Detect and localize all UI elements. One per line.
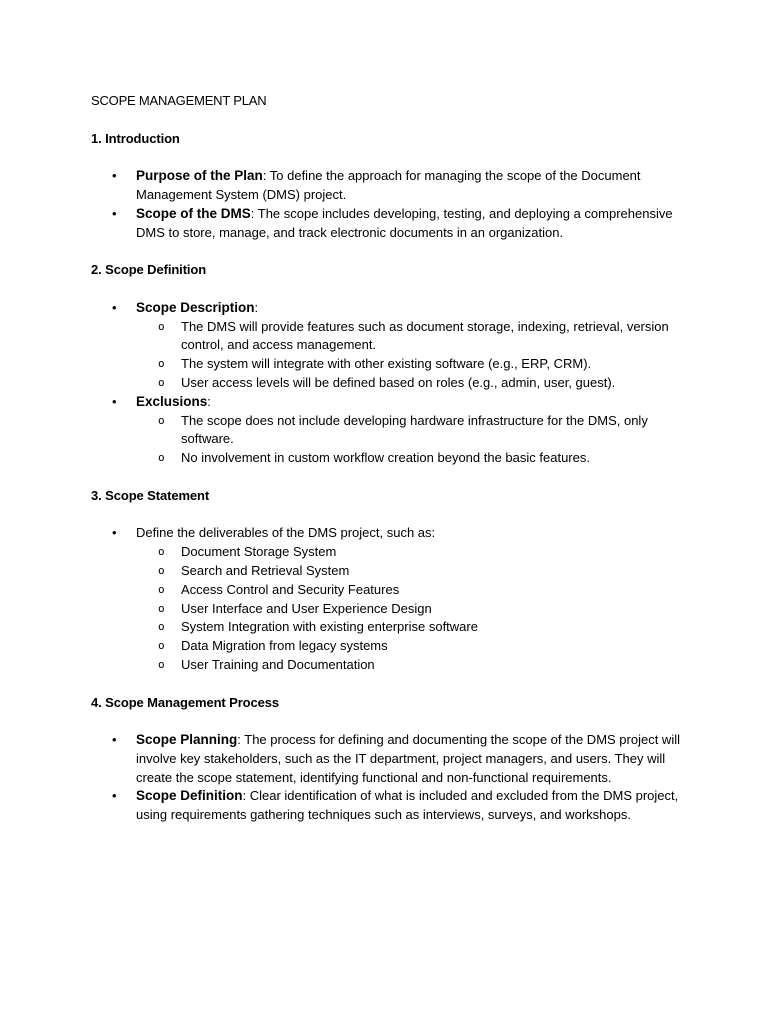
bullet-text: : The scope includes developing, testing, and deploying a comprehensive DMS to store, manage, and track electronic documents in an organization. (136, 205, 673, 240)
bullet-term: Scope Description (136, 299, 255, 315)
bullet-term: Purpose of the Plan (136, 168, 263, 184)
list-item (91, 393, 681, 468)
sub-list (136, 543, 681, 675)
sub-list-item: o Access Control and Security Features (136, 581, 681, 600)
document-title: SCOPE MANAGEMENT PLAN (91, 93, 267, 108)
bullet-term: Scope Planning (136, 732, 238, 748)
sub-list-item: o The scope does not include developing hardware infrastructure for the DMS, only software. (136, 412, 681, 450)
introduction-list (91, 167, 681, 242)
bullet-text: : (207, 393, 211, 409)
bullet-text: Define the deliverables of the DMS project, such as: (136, 525, 436, 541)
list-item (91, 205, 681, 243)
scope-definition-list (91, 299, 681, 468)
sub-list-item: o User Interface and User Experience Design (136, 600, 681, 619)
scope-statement-list (91, 524, 681, 674)
list-item (91, 787, 681, 825)
bullet-term: Scope Definition (136, 788, 243, 804)
bullet-term: Exclusions (136, 393, 208, 409)
document-page (91, 92, 681, 844)
section-heading-scope-management-process: 4. Scope Management Process (91, 694, 280, 710)
list-item (91, 731, 681, 787)
scope-management-process-list (91, 731, 681, 825)
sub-list-item: o Data Migration from legacy systems (136, 637, 681, 656)
section-heading-introduction: 1. Introduction (91, 130, 180, 146)
bullet-text: : Clear identification of what is included and excluded from the DMS project, using requirements gathering techniques such as interviews, surveys, and workshops. (136, 788, 679, 823)
sub-list-item: o The DMS will provide features such as document storage, indexing, retrieval, version control, and access management. (136, 318, 681, 356)
sub-list-item: o The system will integrate with other existing software (e.g., ERP, CRM). (136, 355, 681, 374)
sub-list-item: o Search and Retrieval System (136, 562, 681, 581)
sub-list-item: o User access levels will be defined based on roles (e.g., admin, user, guest). (136, 374, 681, 393)
sub-list (136, 412, 681, 468)
list-item (91, 524, 681, 674)
section-heading-scope-definition: 2. Scope Definition (91, 262, 207, 278)
sub-list-item: o System Integration with existing enterprise software (136, 618, 681, 637)
section-heading-scope-statement: 3. Scope Statement (91, 487, 210, 503)
bullet-text: : The process for defining and documenting the scope of the DMS project will involve key stakeholders, such as the IT department, project managers, and users. They will create the scope statement, identifying functional and non-functional requirements. (136, 732, 680, 785)
list-item (91, 299, 681, 393)
bullet-term: Scope of the DMS (136, 205, 251, 221)
sub-list-item: o Document Storage System (136, 543, 681, 562)
sub-list-item: o User Training and Documentation (136, 656, 681, 675)
list-item (91, 167, 681, 205)
bullet-text: : (254, 299, 259, 315)
sub-list-item: o No involvement in custom workflow creation beyond the basic features. (136, 449, 681, 468)
sub-list (136, 318, 681, 393)
bullet-text: : To define the approach for managing the scope of the Document Management System (DMS) project. (136, 168, 641, 202)
